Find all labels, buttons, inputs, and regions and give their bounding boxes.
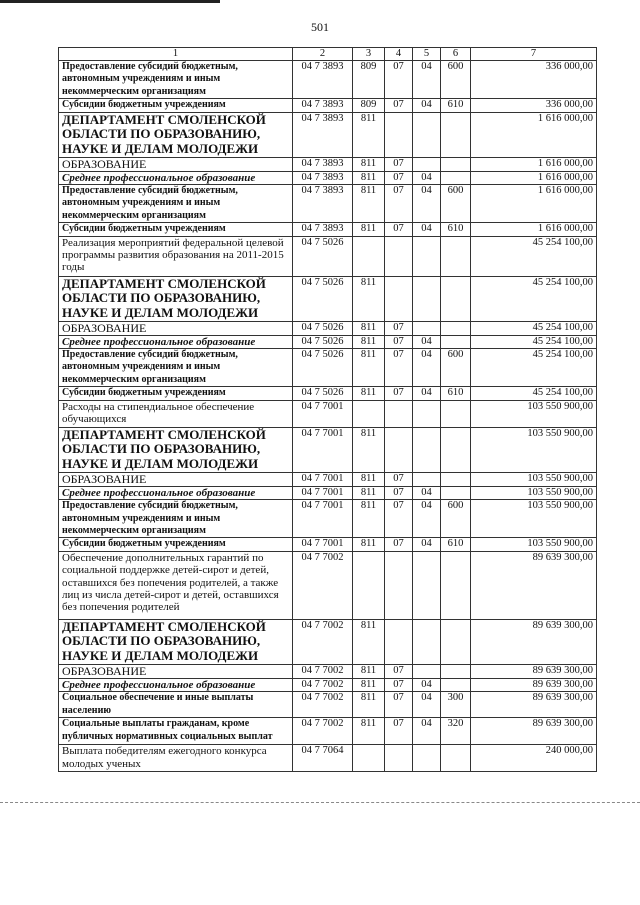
section-code: 07	[385, 664, 413, 678]
budget-table	[58, 47, 597, 772]
amount: 89 639 300,00	[471, 619, 597, 664]
subsection-code	[413, 321, 441, 335]
subsection-code	[413, 664, 441, 678]
amount: 1 616 000,00	[471, 223, 597, 236]
target-code: 04 7 7001	[293, 500, 353, 538]
expense-type-code: 320	[441, 718, 471, 745]
amount: 45 254 100,00	[471, 335, 597, 348]
target-code: 04 7 7002	[293, 619, 353, 664]
col-header: 5	[413, 48, 441, 61]
section-code: 07	[385, 321, 413, 335]
section-code: 07	[385, 486, 413, 499]
ministry-code	[353, 745, 385, 772]
section-code	[385, 619, 413, 664]
row-name: Предоставление субсидий бюджетным, автономным учреждениям и иным некоммерческим организациям	[59, 185, 293, 223]
target-code: 04 7 5026	[293, 321, 353, 335]
amount: 1 616 000,00	[471, 171, 597, 184]
table-row	[59, 486, 597, 499]
row-name: ДЕПАРТАМЕНТ СМОЛЕНСКОЙ ОБЛАСТИ ПО ОБРАЗОВАНИЮ, НАУКЕ И ДЕЛАМ МОЛОДЕЖИ	[59, 619, 293, 664]
table-row	[59, 472, 597, 486]
section-code: 07	[385, 349, 413, 387]
expense-type-code: 300	[441, 692, 471, 718]
amount: 1 616 000,00	[471, 112, 597, 157]
subsection-code: 04	[413, 223, 441, 236]
section-code	[385, 400, 413, 427]
ministry-code	[353, 400, 385, 427]
section-code: 07	[385, 692, 413, 718]
table-row	[59, 718, 597, 745]
row-name: Социальное обеспечение и иные выплаты населению	[59, 692, 293, 718]
col-header: 1	[59, 48, 293, 61]
subsection-code	[413, 745, 441, 772]
expense-type-code	[441, 171, 471, 184]
target-code: 04 7 5026	[293, 236, 353, 276]
amount: 89 639 300,00	[471, 551, 597, 619]
row-name: Субсидии бюджетным учреждениям	[59, 538, 293, 551]
table-row	[59, 99, 597, 112]
amount: 103 550 900,00	[471, 472, 597, 486]
table-row	[59, 619, 597, 664]
ministry-code: 811	[353, 427, 385, 472]
expense-type-code: 610	[441, 223, 471, 236]
target-code: 04 7 3893	[293, 61, 353, 99]
table-row	[59, 387, 597, 400]
row-name: Субсидии бюджетным учреждениям	[59, 99, 293, 112]
section-code: 07	[385, 472, 413, 486]
ministry-code: 811	[353, 112, 385, 157]
target-code: 04 7 7002	[293, 664, 353, 678]
amount: 1 616 000,00	[471, 157, 597, 171]
table-row	[59, 427, 597, 472]
section-code	[385, 745, 413, 772]
expense-type-code	[441, 678, 471, 691]
ministry-code: 811	[353, 223, 385, 236]
table-row	[59, 745, 597, 772]
row-name: ДЕПАРТАМЕНТ СМОЛЕНСКОЙ ОБЛАСТИ ПО ОБРАЗОВАНИЮ, НАУКЕ И ДЕЛАМ МОЛОДЕЖИ	[59, 427, 293, 472]
target-code: 04 7 5026	[293, 335, 353, 348]
amount: 45 254 100,00	[471, 236, 597, 276]
row-name: Субсидии бюджетным учреждениям	[59, 387, 293, 400]
row-name: Среднее профессиональное образование	[59, 171, 293, 184]
subsection-code	[413, 276, 441, 321]
target-code: 04 7 3893	[293, 99, 353, 112]
section-code	[385, 112, 413, 157]
table-row	[59, 400, 597, 427]
ministry-code: 811	[353, 692, 385, 718]
expense-type-code: 600	[441, 500, 471, 538]
section-code: 07	[385, 99, 413, 112]
target-code: 04 7 3893	[293, 223, 353, 236]
subsection-code: 04	[413, 387, 441, 400]
section-code: 07	[385, 718, 413, 745]
ministry-code: 811	[353, 664, 385, 678]
section-code: 07	[385, 223, 413, 236]
subsection-code: 04	[413, 486, 441, 499]
row-name: Среднее профессиональное образование	[59, 678, 293, 691]
row-name: ОБРАЗОВАНИЕ	[59, 321, 293, 335]
target-code: 04 7 7001	[293, 472, 353, 486]
section-code	[385, 551, 413, 619]
section-code: 07	[385, 387, 413, 400]
amount: 336 000,00	[471, 61, 597, 99]
ministry-code: 809	[353, 99, 385, 112]
subsection-code	[413, 112, 441, 157]
row-name: Предоставление субсидий бюджетным, автономным учреждениям и иным некоммерческим организациям	[59, 500, 293, 538]
ministry-code: 811	[353, 538, 385, 551]
page-number: 501	[311, 20, 329, 34]
section-code	[385, 236, 413, 276]
table-row	[59, 500, 597, 538]
subsection-code: 04	[413, 185, 441, 223]
subsection-code	[413, 236, 441, 276]
amount: 240 000,00	[471, 745, 597, 772]
ministry-code: 811	[353, 486, 385, 499]
subsection-code: 04	[413, 171, 441, 184]
section-code	[385, 276, 413, 321]
expense-type-code	[441, 321, 471, 335]
target-code: 04 7 7001	[293, 400, 353, 427]
subsection-code: 04	[413, 61, 441, 99]
section-code: 07	[385, 171, 413, 184]
ministry-code: 811	[353, 349, 385, 387]
subsection-code	[413, 472, 441, 486]
ministry-code: 811	[353, 185, 385, 223]
amount: 45 254 100,00	[471, 276, 597, 321]
expense-type-code	[441, 664, 471, 678]
section-code: 07	[385, 538, 413, 551]
ministry-code: 811	[353, 718, 385, 745]
row-name: Реализация мероприятий федеральной целевой программы развития образования на 2011-2015 годы	[59, 236, 293, 276]
target-code: 04 7 3893	[293, 157, 353, 171]
row-name: ДЕПАРТАМЕНТ СМОЛЕНСКОЙ ОБЛАСТИ ПО ОБРАЗОВАНИЮ, НАУКЕ И ДЕЛАМ МОЛОДЕЖИ	[59, 276, 293, 321]
subsection-code: 04	[413, 718, 441, 745]
expense-type-code: 610	[441, 538, 471, 551]
amount: 103 550 900,00	[471, 427, 597, 472]
target-code: 04 7 5026	[293, 349, 353, 387]
ministry-code: 811	[353, 472, 385, 486]
expense-type-code: 610	[441, 99, 471, 112]
target-code: 04 7 3893	[293, 171, 353, 184]
ministry-code: 811	[353, 276, 385, 321]
expense-type-code	[441, 486, 471, 499]
subsection-code: 04	[413, 538, 441, 551]
amount: 89 639 300,00	[471, 692, 597, 718]
table-row	[59, 112, 597, 157]
amount: 103 550 900,00	[471, 400, 597, 427]
table-row	[59, 171, 597, 184]
row-name: ОБРАЗОВАНИЕ	[59, 157, 293, 171]
subsection-code: 04	[413, 678, 441, 691]
ministry-code: 811	[353, 619, 385, 664]
col-header: 7	[471, 48, 597, 61]
subsection-code	[413, 551, 441, 619]
table-row	[59, 236, 597, 276]
subsection-code: 04	[413, 349, 441, 387]
section-code: 07	[385, 61, 413, 99]
amount: 89 639 300,00	[471, 678, 597, 691]
expense-type-code	[441, 236, 471, 276]
subsection-code	[413, 619, 441, 664]
target-code: 04 7 7002	[293, 678, 353, 691]
section-code: 07	[385, 335, 413, 348]
table-row	[59, 321, 597, 335]
table-row	[59, 335, 597, 348]
amount: 103 550 900,00	[471, 500, 597, 538]
ministry-code: 811	[353, 321, 385, 335]
row-name: Выплата победителям ежегодного конкурса молодых ученых	[59, 745, 293, 772]
amount: 89 639 300,00	[471, 664, 597, 678]
subsection-code: 04	[413, 335, 441, 348]
expense-type-code	[441, 551, 471, 619]
target-code: 04 7 7002	[293, 551, 353, 619]
col-header: 2	[293, 48, 353, 61]
amount: 45 254 100,00	[471, 321, 597, 335]
subsection-code: 04	[413, 99, 441, 112]
subsection-code	[413, 400, 441, 427]
section-code: 07	[385, 157, 413, 171]
expense-type-code: 610	[441, 387, 471, 400]
target-code: 04 7 3893	[293, 185, 353, 223]
row-name: Субсидии бюджетным учреждениям	[59, 223, 293, 236]
subsection-code: 04	[413, 500, 441, 538]
subsection-code: 04	[413, 692, 441, 718]
expense-type-code	[441, 400, 471, 427]
subsection-code	[413, 157, 441, 171]
expense-type-code	[441, 427, 471, 472]
amount: 336 000,00	[471, 99, 597, 112]
table-row	[59, 551, 597, 619]
table-row	[59, 538, 597, 551]
expense-type-code	[441, 619, 471, 664]
row-name: ДЕПАРТАМЕНТ СМОЛЕНСКОЙ ОБЛАСТИ ПО ОБРАЗОВАНИЮ, НАУКЕ И ДЕЛАМ МОЛОДЕЖИ	[59, 112, 293, 157]
expense-type-code	[441, 335, 471, 348]
ministry-code: 811	[353, 387, 385, 400]
table-row	[59, 157, 597, 171]
col-header: 6	[441, 48, 471, 61]
row-name: Предоставление субсидий бюджетным, автономным учреждениям и иным некоммерческим организациям	[59, 61, 293, 99]
row-name: Среднее профессиональное образование	[59, 335, 293, 348]
expense-type-code	[441, 745, 471, 772]
expense-type-code	[441, 276, 471, 321]
row-name: Социальные выплаты гражданам, кроме публичных нормативных социальных выплат	[59, 718, 293, 745]
row-name: Предоставление субсидий бюджетным, автономным учреждениям и иным некоммерческим организациям	[59, 349, 293, 387]
table-row	[59, 223, 597, 236]
ministry-code: 811	[353, 157, 385, 171]
target-code: 04 7 7001	[293, 538, 353, 551]
target-code: 04 7 7001	[293, 486, 353, 499]
ministry-code: 811	[353, 171, 385, 184]
target-code: 04 7 5026	[293, 276, 353, 321]
target-code: 04 7 3893	[293, 112, 353, 157]
expense-type-code	[441, 157, 471, 171]
header-row	[59, 48, 597, 61]
amount: 45 254 100,00	[471, 349, 597, 387]
table-row	[59, 692, 597, 718]
target-code: 04 7 7001	[293, 427, 353, 472]
section-code: 07	[385, 678, 413, 691]
row-name: Расходы на стипендиальное обеспечение обучающихся	[59, 400, 293, 427]
col-header: 4	[385, 48, 413, 61]
amount: 1 616 000,00	[471, 185, 597, 223]
section-code: 07	[385, 185, 413, 223]
row-name: ОБРАЗОВАНИЕ	[59, 472, 293, 486]
table-row	[59, 349, 597, 387]
section-code: 07	[385, 500, 413, 538]
ministry-code	[353, 236, 385, 276]
row-name: ОБРАЗОВАНИЕ	[59, 664, 293, 678]
amount: 45 254 100,00	[471, 387, 597, 400]
amount: 103 550 900,00	[471, 538, 597, 551]
subsection-code	[413, 427, 441, 472]
target-code: 04 7 7002	[293, 692, 353, 718]
target-code: 04 7 5026	[293, 387, 353, 400]
table-row	[59, 61, 597, 99]
ministry-code	[353, 551, 385, 619]
amount: 103 550 900,00	[471, 486, 597, 499]
page-cut-line	[0, 802, 640, 803]
target-code: 04 7 7064	[293, 745, 353, 772]
col-header: 3	[353, 48, 385, 61]
table-row	[59, 678, 597, 691]
table-row	[59, 664, 597, 678]
amount: 89 639 300,00	[471, 718, 597, 745]
table-row	[59, 185, 597, 223]
expense-type-code	[441, 112, 471, 157]
expense-type-code: 600	[441, 349, 471, 387]
target-code: 04 7 7002	[293, 718, 353, 745]
expense-type-code: 600	[441, 61, 471, 99]
expense-type-code	[441, 472, 471, 486]
ministry-code: 811	[353, 500, 385, 538]
ministry-code: 809	[353, 61, 385, 99]
top-rule	[0, 0, 220, 3]
table-row	[59, 276, 597, 321]
row-name: Обеспечение дополнительных гарантий по социальной поддержке детей-сирот и детей, оставшихся без попечения родителей, а также лиц из числа детей-сирот и детей, оставшихся без попечения родителей	[59, 551, 293, 619]
expense-type-code: 600	[441, 185, 471, 223]
ministry-code: 811	[353, 335, 385, 348]
ministry-code: 811	[353, 678, 385, 691]
row-name: Среднее профессиональное образование	[59, 486, 293, 499]
section-code	[385, 427, 413, 472]
